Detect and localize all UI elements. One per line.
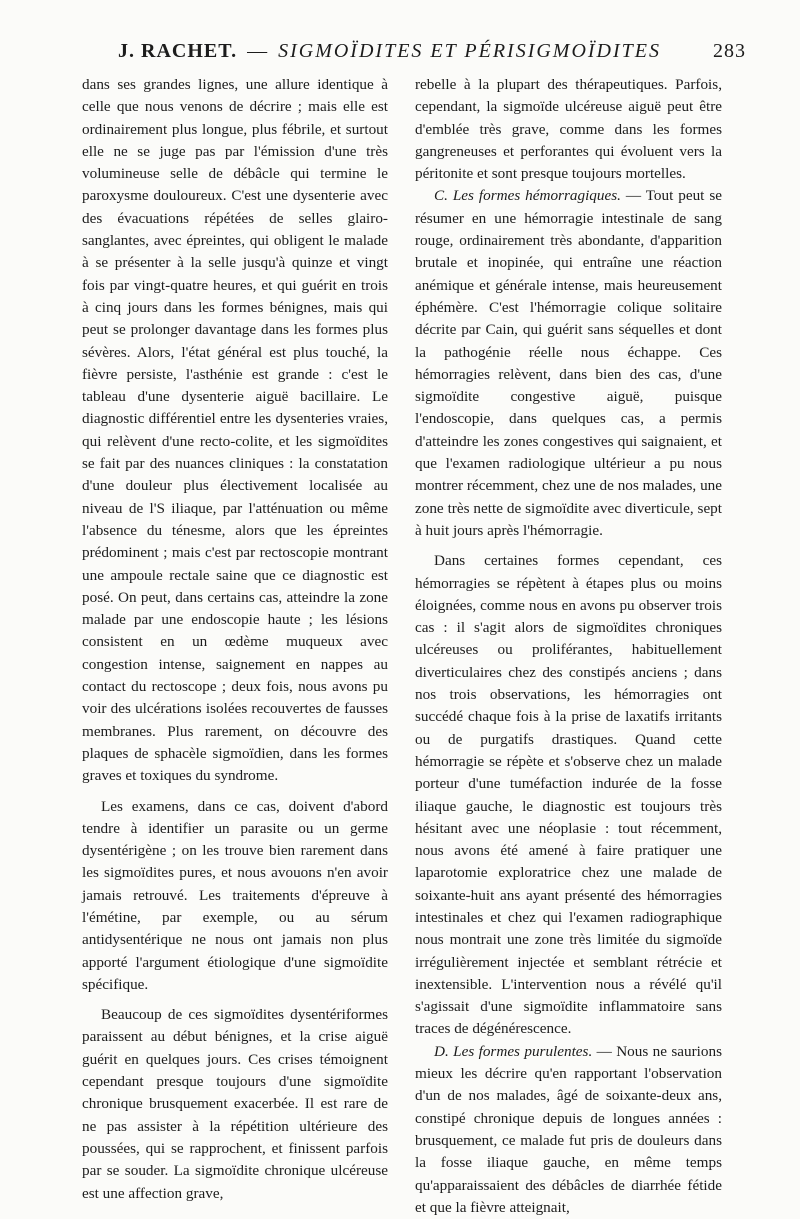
paragraph-text: — Nous ne saurions mieux les décrire qu'en rapportant l'observation d'un de nos malades, âgé de soixante-deux ans, constipé chronique depuis de longues années : brusquement, ce malade fut pris de douleurs dans la fosse iliaque gauche, en même temps qu'apparaissaient des débâcles de diarrhée fétide et que la fièvre atteignait, <box>415 1042 722 1216</box>
running-header <box>118 40 746 70</box>
paragraph <box>415 185 722 542</box>
paragraph: Dans certaines formes cependant, ces hémorragies se répètent à étapes plus ou moins éloignées, comme nous en avons pu observer trois cas : il s'agit alors de sigmoïdites chroniques ulcéreuses ou proliférantes, habituellement diverticulaires chez des constipés anciens ; dans nos trois observations, les hémorragies ont succédé chaque fois à la prise de laxatifs irritants ou de purgatifs drastiques. Quand cette hémorragie se répète et s'observe chez un malade porteur d'une tuméfaction indurée de la fosse iliaque gauche, le diagnostic est toujours très hésitant avec une néoplasie : tout récemment, nous avons été amené à faire pratiquer une laparotomie exploratrice chez une malade de soixante-huit ans ayant présenté des hémorragies intestinales et chez qui l'examen radiographique nous montrait une zone très limitée du sigmoïde irrégulièrement injectée et semblant rétrécie et inextensible. L'intervention nous a révélé qu'il s'agissait d'une sigmoïdite inflammatoire sans traces de dégénérescence. <box>415 552 722 1038</box>
header-title: SIGMOÏDITES ET PÉRISIGMOÏDITES <box>278 40 662 62</box>
header-author: J. RACHET. <box>118 40 238 62</box>
paragraph: Beaucoup de ces sigmoïdites dysentériformes paraissent au début bénignes, et la crise aiguë guérit en quelques jours. Ces crises témoignent cependant presque toujours d'une sigmoïdite chronique brusquement exacerbée. Il est rare de ne pas assister à la répétition ultérieure des poussées, qui se rapprochent, et finissent parfois par se souder. La sigmoïdite chronique ulcéreuse est une affection grave, <box>82 1006 388 1202</box>
paragraph <box>415 1041 722 1219</box>
section-heading: D. Les formes purulentes. <box>434 1042 593 1060</box>
paragraph: rebelle à la plupart des thérapeutiques. Parfois, cependant, la sigmoïde ulcéreuse aiguë peut être d'emblée très grave, comme dans les formes gangreneuses et perforantes qui évoluent vers la péritonite et sont presque toujours mortelles. <box>415 76 722 183</box>
right-column <box>415 74 722 1219</box>
section-heading: C. Les formes hémorragiques. <box>434 187 621 205</box>
page-number: 283 <box>713 40 746 62</box>
paragraph: dans ses grandes lignes, une allure identique à celle que nous venons de décrire ; mais elle est ordinairement plus longue, plus fébrile, et surtout elle ne se juge pas par l'émission d'une très volumineuse selle de débâcle qui termine le paroxysme douloureux. C'est une dysenterie avec des évacuations répétées de selles glairo-sanglantes, avec épreintes, qui obligent le malade à se présenter à la selle jusqu'à quinze et vingt fois par vingt-quatre heures, et qui guérit en trois à cinq jours dans les formes bénignes, mais qui peut se prolonger davantage dans les formes plus sévères. Alors, l'état général est plus touché, la fièvre persiste, l'asthénie est grande : c'est le tableau d'une dysenterie aiguë bacillaire. Le diagnostic différentiel entre les dysenteries vraies, qui relèvent d'une recto-colite, et les sigmoïdites se fait par des nuances cliniques : la constatation d'une douleur plus électivement localisée au niveau de l'S iliaque, par l'atténuation ou même l'absence du ténesme, alors que les épreintes prédominent ; mais c'est par rectoscopie montrant une ampoule rectale saine que ce diagnostic est posé. On peut, dans certains cas, atteindre la zone malade par une endoscopie haute ; les lésions consistent en un œdème muqueux avec congestion intense, saignement en nappes au contact du rectoscope ; deux fois, nous avons pu voir des ulcérations isolées recouvertes de fausses membranes. Plus rarement, on découvre des plaques de sphacèle sigmoïdien, dans les formes graves et toxiques du syndrome. <box>82 76 388 785</box>
left-column <box>82 74 388 1205</box>
paragraph: Les examens, dans ce cas, doivent d'abord tendre à identifier un parasite ou un germe dysentérigène ; on les trouve bien rarement dans les sigmoïdites pures, et nous avouons n'en avoir jamais retrouvé. Les traitements d'épreuve à l'émétine, par exemple, ou au sérum antidysentérique ne nous ont jamais non plus apporté l'argument étiologique d'une sigmoïdite spécifique. <box>82 797 388 993</box>
paragraph-text: — Tout peut se résumer en une hémorragie intestinale de sang rouge, ordinairement très abondante, d'apparition brutale et inopinée, qui entraîne une réaction anémique et générale intense, mais heureusement éphémère. C'est l'hémorragie colique solitaire décrite par Cain, qui guérit sans séquelles et dont la pathogénie réelle nous échappe. Ces hémorragies relèvent, dans bien des cas, d'une sigmoïdite congestive aiguë, puisque l'endoscopie, dans quelques cas, a permis d'atteindre les zones congestives qui saignaient, et que l'examen radiologique ultérieur a pu nous montrer récemment, chez une de nos malades, une zone très nette de sigmoïdite avec diverticule, sept à huit jours après l'hémorragie. <box>415 187 722 539</box>
header-dash: — <box>247 40 269 62</box>
